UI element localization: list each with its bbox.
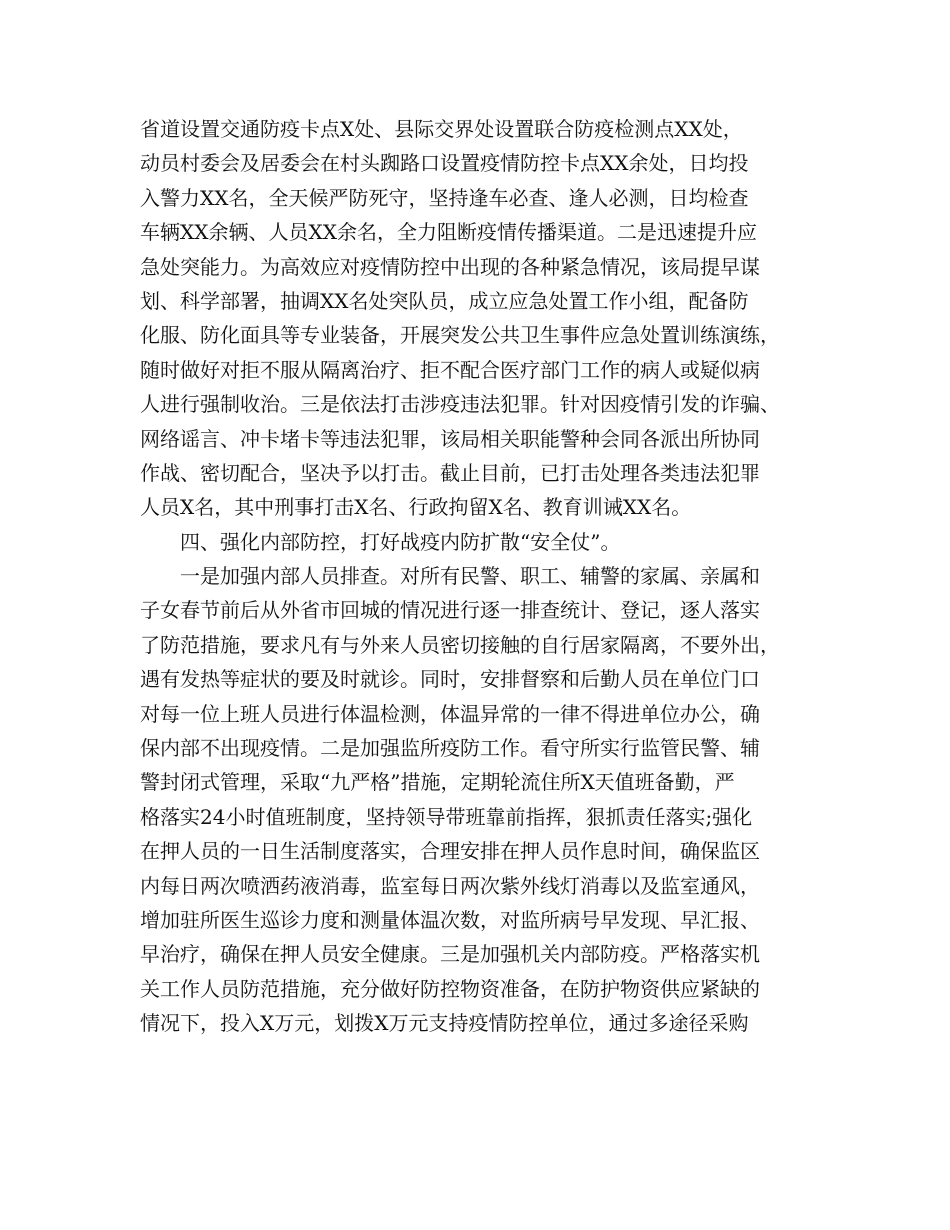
paragraph bbox=[140, 112, 840, 525]
text-line: 内每日两次喷洒药液消毒，监室每日两次紫外线灯消毒以及监室通风， bbox=[140, 873, 760, 898]
text-line: 四、强化内部防控，打好战疫内防扩散“安全仗”。 bbox=[180, 529, 621, 554]
text-line: 人员X名，其中刑事打击X名、行政拘留X名、教育训诫XX名。 bbox=[140, 495, 692, 520]
text-line: 急处突能力。为高效应对疫情防控中出现的各种紧急情况，该局提早谋 bbox=[140, 254, 760, 279]
text-line: 关工作人员防范措施，充分做好防控物资准备，在防护物资供应紧缺的 bbox=[140, 976, 760, 1001]
text-line: 入警力XX名，全天候严防死守，坚持逢车必查、逢人必测，日均检查 bbox=[140, 185, 749, 210]
text-line: 增加驻所医生巡诊力度和测量体温次数，对监所病号早发现、早汇报、 bbox=[140, 907, 760, 932]
text-line: 车辆XX余辆、人员XX余名，全力阻断疫情传播渠道。二是迅速提升应 bbox=[140, 220, 757, 245]
text-line: 一是加强内部人员排查。对所有民警、职工、辅警的家属、亲属和 bbox=[180, 564, 760, 589]
text-line: 人进行强制收治。三是依法打击涉疫违法犯罪。针对因疫情引发的诈骗、 bbox=[140, 392, 780, 417]
section-heading bbox=[140, 525, 840, 559]
text-line: 作战、密切配合，坚决予以打击。截止目前，已打击处理各类违法犯罪 bbox=[140, 460, 760, 485]
text-line: 动员村委会及居委会在村头踟路口设置疫情防控卡点XX余处，日均投 bbox=[140, 151, 749, 176]
paragraph bbox=[140, 559, 840, 1040]
text-line: 随时做好对拒不服从隔离治疗、拒不配合医疗部门工作的病人或疑似病 bbox=[140, 357, 760, 382]
text-line: 化服、防化面具等专业装备，开展突发公共卫生事件应急处置训练演练， bbox=[140, 323, 780, 348]
text-line: 情况下，投入X万元，划拨X万元支持疫情防控单位，通过多途径采购 bbox=[140, 1011, 749, 1036]
text-line: 警封闭式管理，采取“九严格”措施，定期轮流住所X天值班备勤，严 bbox=[140, 770, 735, 795]
text-line: 对每一位上班人员进行体温检测，体温异常的一律不得进单位办公，确 bbox=[140, 701, 760, 726]
text-line: 省道设置交通防疫卡点X处、县际交界处设置联合防疫检测点XX处， bbox=[140, 117, 743, 141]
text-line: 划、科学部署，抽调XX名处突队员，成立应急处置工作小组，配备防 bbox=[140, 288, 749, 313]
text-line: 在押人员的一日生活制度落实，合理安排在押人员作息时间，确保监区 bbox=[140, 839, 760, 864]
body-text bbox=[140, 112, 840, 1041]
text-line: 网络谣言、冲卡堵卡等违法犯罪，该局相关职能警种会同各派出所协同 bbox=[140, 426, 760, 451]
text-line: 保内部不出现疫情。二是加强监所疫防工作。看守所实行监管民警、辅 bbox=[140, 736, 760, 761]
text-line: 遇有发热等症状的要及时就诊。同时，安排督察和后勤人员在单位门口 bbox=[140, 667, 760, 692]
text-line: 子女春节前后从外省市回城的情况进行逐一排查统计、登记，逐人落实 bbox=[140, 598, 760, 623]
text-line: 格落实24小时值班制度，坚持领导带班靠前指挥，狠抓责任落实;强化 bbox=[140, 804, 753, 829]
text-line: 早治疗，确保在押人员安全健康。三是加强机关内部防疫。严格落实机 bbox=[140, 942, 760, 967]
text-line: 了防范措施，要求凡有与外来人员密切接触的自行居家隔离，不要外出， bbox=[140, 632, 780, 657]
